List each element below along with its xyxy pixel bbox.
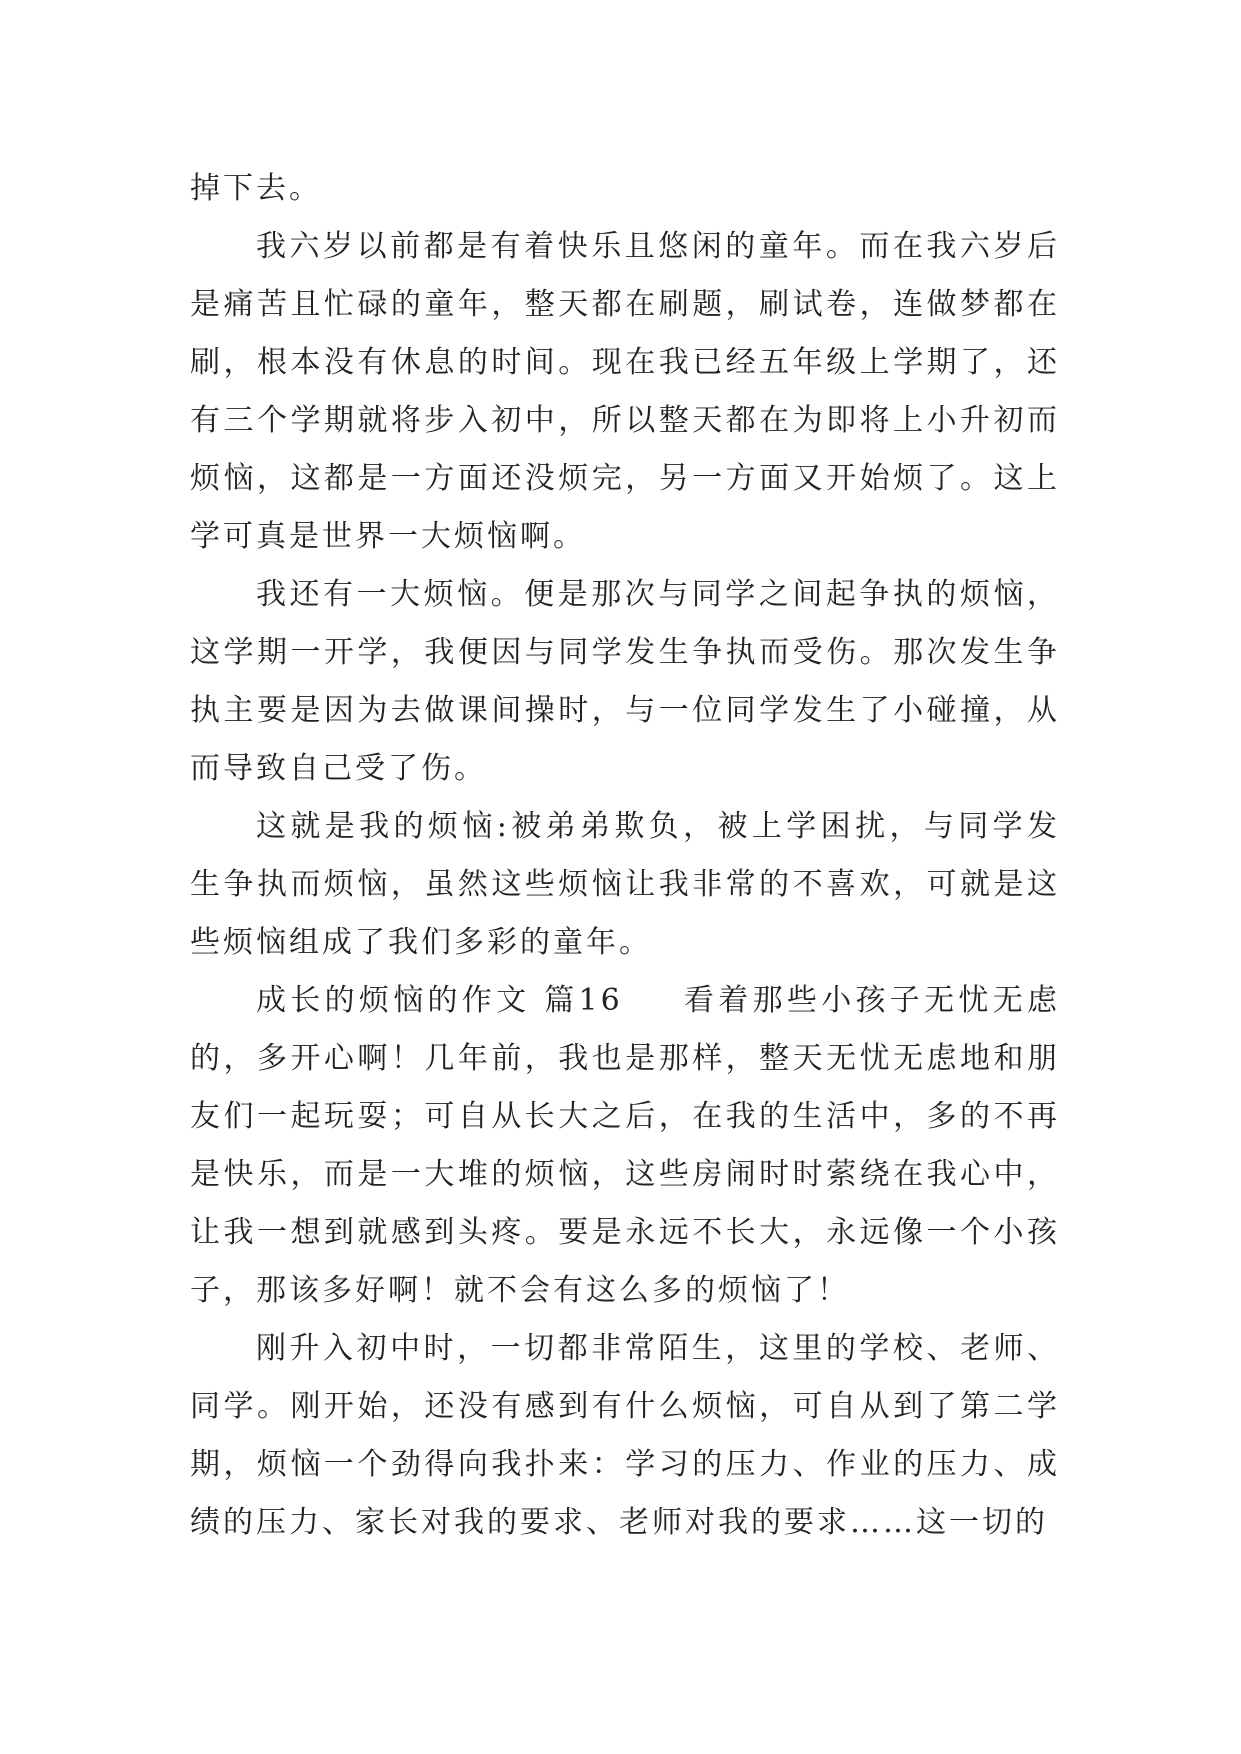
paragraph-6: 刚升入初中时，一切都非常陌生，这里的学校、老师、同学。刚开始，还没有感到有什么烦恼，可自从到了第二学期，烦恼一个劲得向我扑来：学习的压力、作业的压力、成绩的压力、家长对我的要求、老师对我的要求……这一切的 bbox=[190, 1331, 1060, 1540]
paragraph-2: 我六岁以前都是有着快乐且悠闲的童年。而在我六岁后是痛苦且忙碌的童年，整天都在刷题，刷试卷，连做梦都在刷，根本没有休息的时间。现在我已经五年级上学期了，还有三个学期就将步入初中，所以整天都在为即将上小升初而烦恼，这都是一方面还没烦完，另一方面又开始烦了。这上学可真是世界一大烦恼啊。 bbox=[190, 229, 1060, 554]
document-body bbox=[190, 160, 1060, 1552]
paragraph-5 bbox=[190, 972, 1060, 1320]
section-heading: 成长的烦恼的作文 篇16 bbox=[256, 983, 623, 1018]
paragraph-5-text: 看着那些小孩子无忧无虑的，多开心啊！几年前，我也是那样，整天无忧无虑地和朋友们一起玩耍；可自从长大之后，在我的生活中，多的不再是快乐，而是一大堆的烦恼，这些房闹时时萦绕在我心中，让我一想到就感到头疼。要是永远不长大，永远像一个小孩子，那该多好啊！就不会有这么多的烦恼了！ bbox=[190, 983, 1060, 1308]
paragraph-4: 这就是我的烦恼:被弟弟欺负，被上学困扰，与同学发生争执而烦恼，虽然这些烦恼让我非常的不喜欢，可就是这些烦恼组成了我们多彩的童年。 bbox=[190, 809, 1060, 960]
paragraph-3: 我还有一大烦恼。便是那次与同学之间起争执的烦恼，这学期一开学，我便因与同学发生争执而受伤。那次发生争执主要是因为去做课间操时，与一位同学发生了小碰撞，从而导致自己受了伤。 bbox=[190, 577, 1060, 786]
paragraph-1: 掉下去。 bbox=[190, 171, 322, 206]
